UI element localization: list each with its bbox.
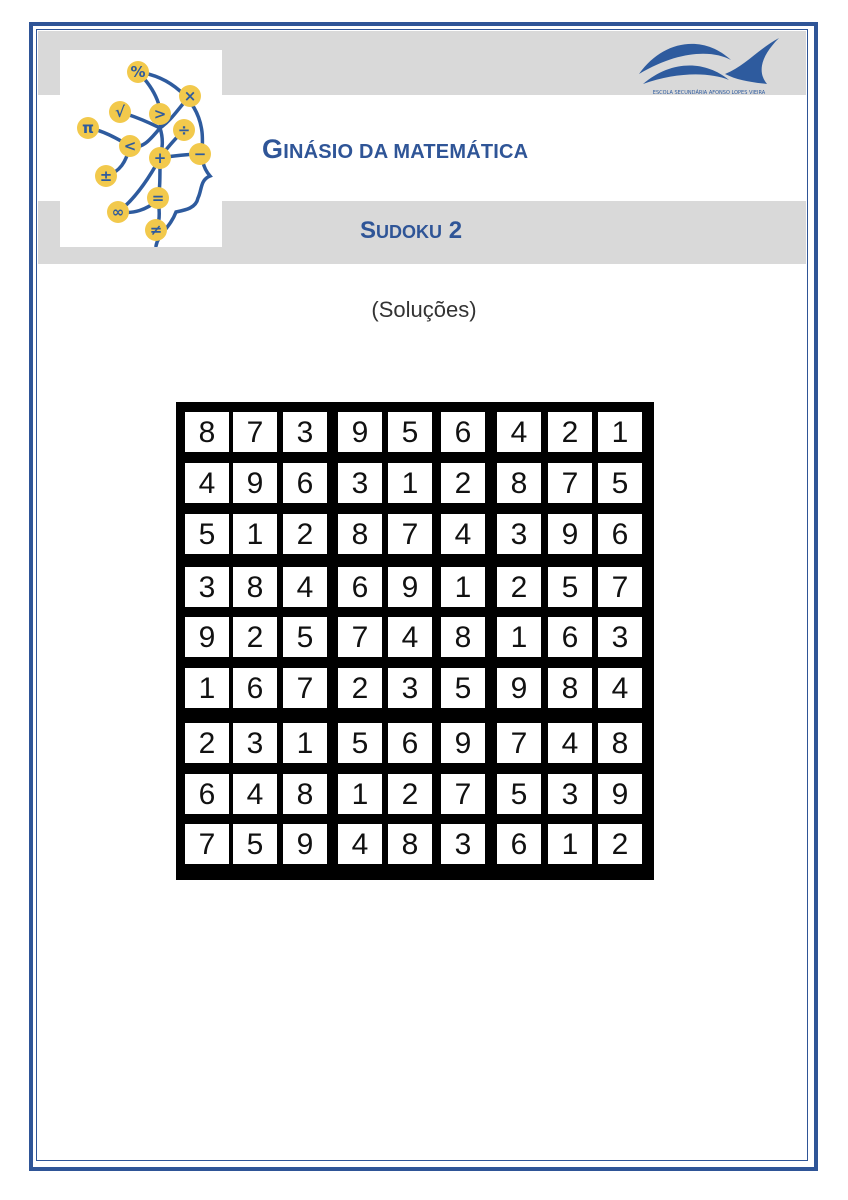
sudoku-cell: 8 <box>185 412 229 452</box>
sudoku-cell: 8 <box>338 514 382 554</box>
sudoku-cell: 1 <box>283 723 327 763</box>
sudoku-cell: 6 <box>388 723 432 763</box>
sudoku-cell: 7 <box>441 774 485 814</box>
sudoku-cell: 9 <box>388 567 432 607</box>
sudoku-cell: 3 <box>441 824 485 864</box>
sudoku-cell: 2 <box>598 824 642 864</box>
sudoku-cell: 8 <box>598 723 642 763</box>
page-subtitle <box>360 217 462 245</box>
sudoku-cell: 7 <box>598 567 642 607</box>
sudoku-cell: 8 <box>283 774 327 814</box>
sudoku-cell: 1 <box>441 567 485 607</box>
title-initial: G <box>262 134 284 164</box>
logo-symbol-times: × <box>183 87 197 105</box>
logo-symbol-greater: > <box>153 105 167 123</box>
sudoku-grid <box>176 402 654 880</box>
sudoku-cell: 7 <box>548 463 592 503</box>
sudoku-cell: 9 <box>497 668 541 708</box>
sudoku-cell: 2 <box>441 463 485 503</box>
sudoku-cell: 9 <box>441 723 485 763</box>
sudoku-cell: 1 <box>497 617 541 657</box>
subtitle-number: 2 <box>448 217 463 244</box>
sudoku-cell: 6 <box>441 412 485 452</box>
sudoku-cell: 3 <box>497 514 541 554</box>
sudoku-cell: 5 <box>598 463 642 503</box>
sudoku-cell: 6 <box>497 824 541 864</box>
sudoku-cell: 4 <box>233 774 277 814</box>
sudoku-cell: 7 <box>388 514 432 554</box>
sudoku-cell: 2 <box>233 617 277 657</box>
sudoku-cell: 4 <box>338 824 382 864</box>
sudoku-cell: 8 <box>233 567 277 607</box>
sudoku-cell: 9 <box>548 514 592 554</box>
sudoku-cell: 2 <box>338 668 382 708</box>
sudoku-cell: 7 <box>283 668 327 708</box>
solutions-label: (Soluções) <box>371 297 477 322</box>
page-title <box>262 134 528 165</box>
sudoku-cell: 1 <box>548 824 592 864</box>
sudoku-cell: 8 <box>548 668 592 708</box>
sudoku-cell: 1 <box>338 774 382 814</box>
subtitle-rest: UDOKU <box>376 222 443 242</box>
sudoku-cell: 5 <box>283 617 327 657</box>
sudoku-cell: 5 <box>185 514 229 554</box>
sudoku-cell: 3 <box>338 463 382 503</box>
sudoku-cell: 6 <box>283 463 327 503</box>
sudoku-cell: 5 <box>338 723 382 763</box>
sudoku-cell: 9 <box>283 824 327 864</box>
logo-symbol-notequal: ≠ <box>149 221 163 239</box>
sudoku-cell: 2 <box>388 774 432 814</box>
sudoku-cell: 5 <box>388 412 432 452</box>
sudoku-cell: 1 <box>185 668 229 708</box>
sudoku-cell: 4 <box>388 617 432 657</box>
sudoku-cell: 5 <box>548 567 592 607</box>
sudoku-cell: 5 <box>233 824 277 864</box>
sudoku-cell: 9 <box>338 412 382 452</box>
sudoku-cell: 4 <box>598 668 642 708</box>
sudoku-cell: 6 <box>598 514 642 554</box>
sudoku-cell: 4 <box>548 723 592 763</box>
sudoku-cell: 4 <box>283 567 327 607</box>
logo-symbol-divide: ÷ <box>177 121 191 139</box>
school-name: ESCOLA SECUNDÁRIA AFONSO LOPES VIEIRA <box>652 90 766 96</box>
sudoku-cell: 7 <box>233 412 277 452</box>
logo-symbol-minus: − <box>193 145 207 163</box>
title-rest: INÁSIO DA MATEMÁTICA <box>283 141 529 163</box>
subtitle-initial: S <box>360 217 377 244</box>
sudoku-cell: 1 <box>598 412 642 452</box>
sudoku-cell: 1 <box>388 463 432 503</box>
logo-symbol-plusminus: ± <box>99 167 113 185</box>
school-logo <box>633 30 785 98</box>
sudoku-cell: 3 <box>548 774 592 814</box>
sudoku-cell: 7 <box>497 723 541 763</box>
logo-symbol-equals: = <box>151 189 165 207</box>
sudoku-cell: 6 <box>338 567 382 607</box>
sudoku-cell: 9 <box>185 617 229 657</box>
sudoku-cell: 2 <box>497 567 541 607</box>
sudoku-cell: 4 <box>185 463 229 503</box>
sudoku-cell: 5 <box>441 668 485 708</box>
logo-symbol-less: < <box>123 137 137 155</box>
sudoku-cell: 3 <box>388 668 432 708</box>
logo-symbol-root: √ <box>114 103 126 121</box>
sudoku-cell: 1 <box>233 514 277 554</box>
sudoku-cell: 3 <box>283 412 327 452</box>
sudoku-cell: 3 <box>185 567 229 607</box>
sudoku-cell: 7 <box>338 617 382 657</box>
sudoku-cell: 4 <box>441 514 485 554</box>
logo-symbol-pi: π <box>82 119 94 137</box>
sudoku-cell: 6 <box>548 617 592 657</box>
logo-symbol-percent: % <box>130 63 146 81</box>
sudoku-cell: 2 <box>283 514 327 554</box>
sudoku-cell: 9 <box>233 463 277 503</box>
sudoku-cell: 8 <box>497 463 541 503</box>
logo-symbol-plus: + <box>153 149 167 167</box>
sudoku-cell: 3 <box>598 617 642 657</box>
sudoku-cell: 8 <box>388 824 432 864</box>
sudoku-cell: 8 <box>441 617 485 657</box>
sudoku-cell: 4 <box>497 412 541 452</box>
sudoku-cell: 9 <box>598 774 642 814</box>
sudoku-cell: 5 <box>497 774 541 814</box>
sudoku-cell: 7 <box>185 824 229 864</box>
sudoku-cell: 3 <box>233 723 277 763</box>
sudoku-cell: 6 <box>185 774 229 814</box>
sudoku-cell: 6 <box>233 668 277 708</box>
sudoku-cell: 2 <box>548 412 592 452</box>
logo-symbol-infinity: ∞ <box>111 203 125 221</box>
sudoku-cell: 2 <box>185 723 229 763</box>
math-gym-logo <box>60 50 222 247</box>
